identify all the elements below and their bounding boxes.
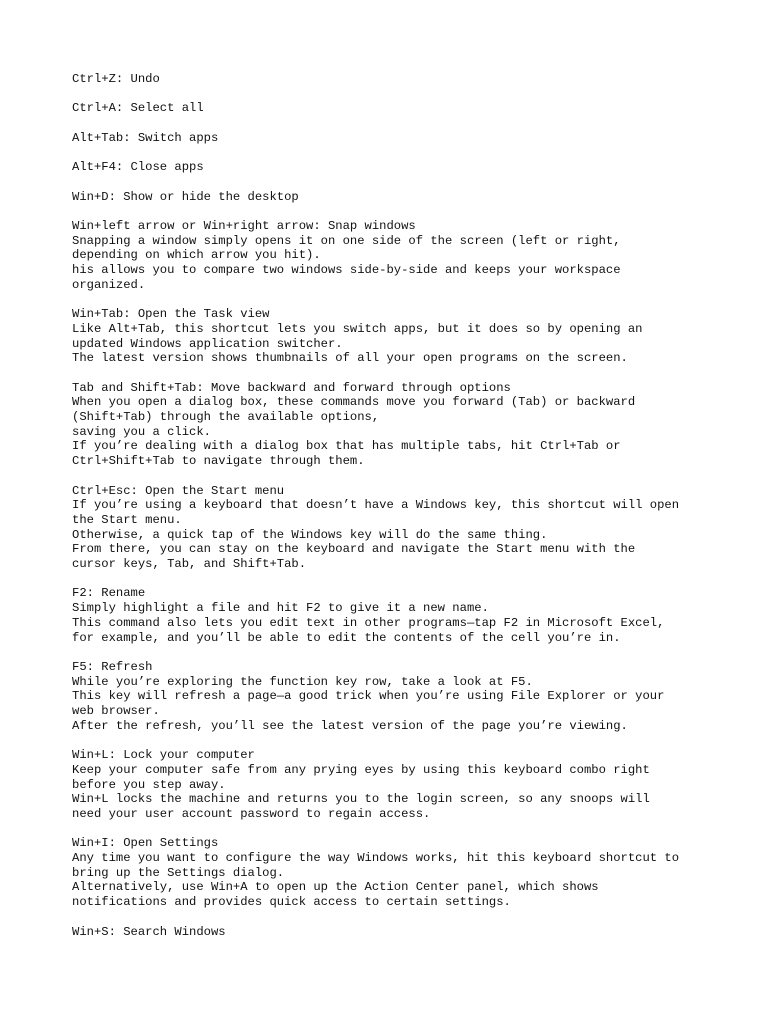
document-page [72, 72, 712, 954]
shortcut-heading: Alt+F4: Close apps [72, 160, 204, 175]
shortcut-heading: Win+S: Search Windows [72, 924, 226, 939]
shortcut-section [72, 190, 712, 205]
shortcut-section [72, 484, 712, 572]
shortcut-description-line: Win+L locks the machine and returns you to the login screen, so any snoops will [72, 792, 650, 807]
shortcut-section [72, 160, 712, 175]
shortcut-heading: Ctrl+Esc: Open the Start menu [72, 483, 285, 498]
shortcut-heading: Ctrl+A: Select all [72, 101, 204, 116]
shortcut-description-line: the Start menu. [72, 512, 182, 527]
shortcut-description-line: This command also lets you edit text in other programs—tap F2 in Microsoft Excel, [72, 615, 665, 630]
shortcut-description-line: Simply highlight a file and hit F2 to give it a new name. [72, 601, 489, 616]
shortcut-section [72, 748, 712, 822]
shortcut-description-line: for example, and you’ll be able to edit the contents of the cell you’re in. [72, 630, 621, 645]
shortcut-description-line: his allows you to compare two windows side-by-side and keeps your workspace [72, 263, 621, 278]
shortcut-heading: F5: Refresh [72, 659, 153, 674]
shortcut-description-line: While you’re exploring the function key row, take a look at F5. [72, 674, 533, 689]
shortcut-description-line: web browser. [72, 704, 160, 719]
shortcut-description-line: updated Windows application switcher. [72, 336, 343, 351]
shortcut-section [72, 131, 712, 146]
shortcut-description-line: before you step away. [72, 777, 226, 792]
shortcut-description-line: This key will refresh a page—a good trick when you’re using File Explorer or your [72, 689, 665, 704]
shortcut-heading: Win+left arrow or Win+right arrow: Snap windows [72, 218, 416, 233]
shortcut-description-line: depending on which arrow you hit). [72, 248, 321, 263]
shortcut-description-line: The latest version shows thumbnails of all your open programs on the screen. [72, 351, 628, 366]
shortcut-description-line: Otherwise, a quick tap of the Windows key will do the same thing. [72, 527, 548, 542]
shortcut-description-line: notifications and provides quick access to certain settings. [72, 895, 511, 910]
shortcut-description-line: From there, you can stay on the keyboard and navigate the Start menu with the [72, 542, 636, 557]
shortcut-description-line: cursor keys, Tab, and Shift+Tab. [72, 557, 307, 572]
shortcut-description-line: organized. [72, 277, 146, 292]
shortcut-heading: Win+I: Open Settings [72, 836, 219, 851]
shortcut-section [72, 381, 712, 469]
shortcut-description-line: need your user account password to regain access. [72, 806, 431, 821]
shortcut-description-line: If you’re using a keyboard that doesn’t have a Windows key, this shortcut will open [72, 498, 680, 513]
shortcut-description-line: Alternatively, use Win+A to open up the Action Center panel, which shows [72, 880, 599, 895]
shortcut-heading: Tab and Shift+Tab: Move backward and forward through options [72, 380, 511, 395]
shortcut-description-line: (Shift+Tab) through the available options, [72, 410, 380, 425]
shortcut-description-line: Ctrl+Shift+Tab to navigate through them. [72, 454, 365, 469]
shortcut-description-line: After the refresh, you’ll see the latest version of the page you’re viewing. [72, 718, 628, 733]
shortcut-description-line: Snapping a window simply opens it on one side of the screen (left or right, [72, 233, 621, 248]
shortcut-section [72, 925, 712, 940]
shortcut-description-line: Any time you want to configure the way Windows works, hit this keyboard shortcut to [72, 851, 680, 866]
shortcut-heading: F2: Rename [72, 586, 146, 601]
shortcut-description-line: When you open a dialog box, these commands move you forward (Tab) or backward [72, 395, 636, 410]
shortcut-section [72, 836, 712, 910]
shortcut-section [72, 307, 712, 366]
shortcut-section [72, 101, 712, 116]
shortcut-heading: Ctrl+Z: Undo [72, 72, 160, 86]
shortcut-description-line: If you’re dealing with a dialog box that has multiple tabs, hit Ctrl+Tab or [72, 439, 621, 454]
shortcut-heading: Win+L: Lock your computer [72, 748, 255, 763]
shortcut-section [72, 72, 712, 87]
shortcut-heading: Win+Tab: Open the Task view [72, 307, 270, 322]
shortcut-section [72, 586, 712, 645]
shortcut-heading: Alt+Tab: Switch apps [72, 130, 219, 145]
shortcut-section [72, 660, 712, 734]
shortcut-description-line: Keep your computer safe from any prying eyes by using this keyboard combo right [72, 762, 650, 777]
shortcut-description-line: saving you a click. [72, 424, 211, 439]
shortcut-section [72, 219, 712, 293]
shortcut-heading: Win+D: Show or hide the desktop [72, 189, 299, 204]
shortcut-description-line: Like Alt+Tab, this shortcut lets you switch apps, but it does so by opening an [72, 321, 643, 336]
shortcut-description-line: bring up the Settings dialog. [72, 865, 285, 880]
